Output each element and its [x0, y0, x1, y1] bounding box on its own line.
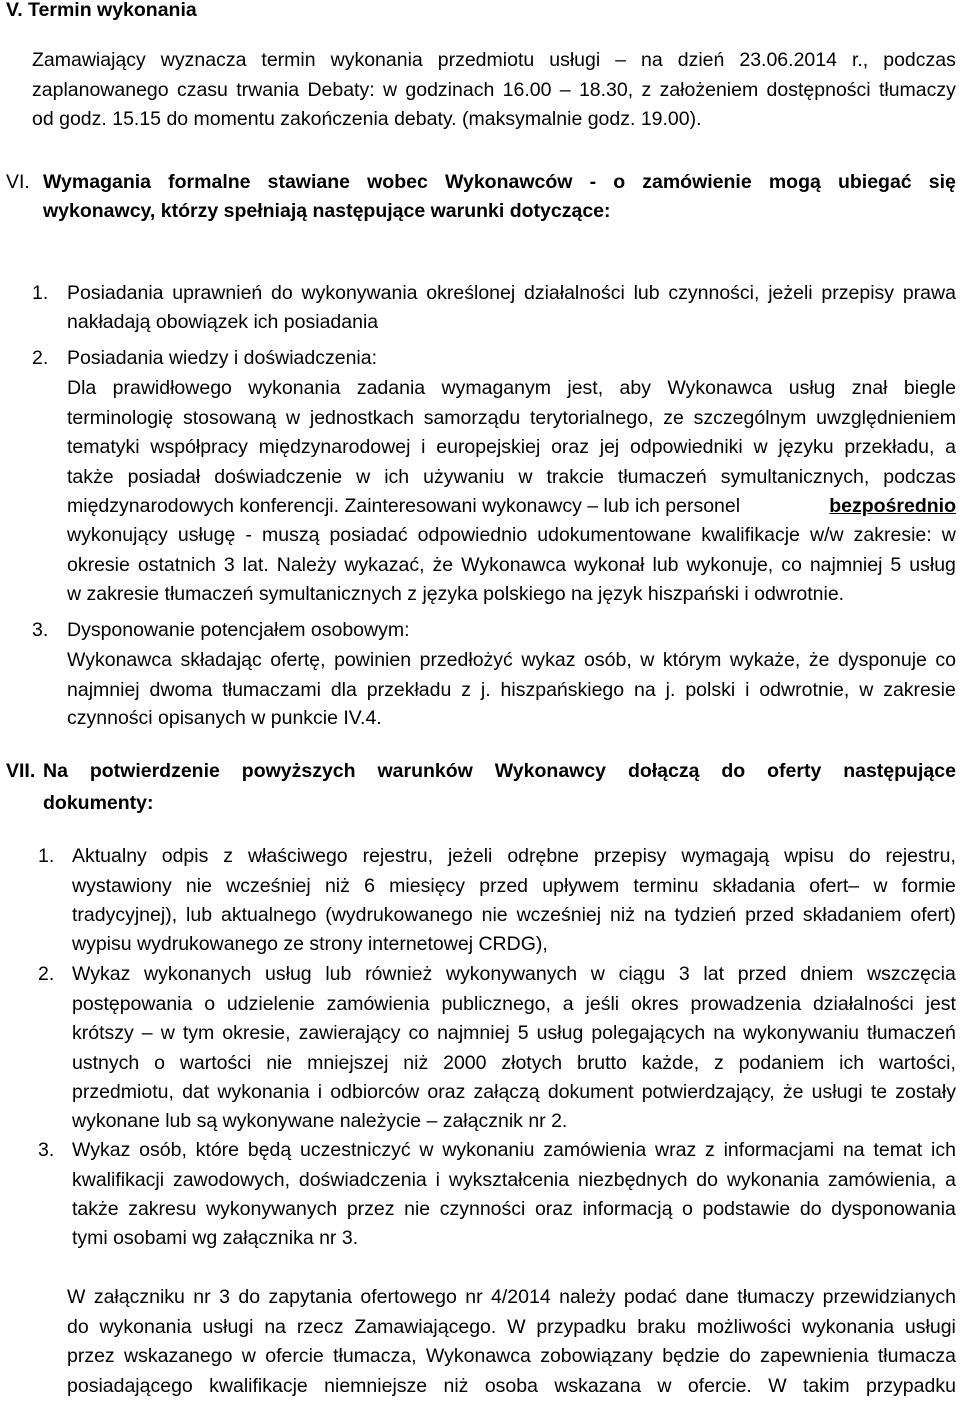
- closing-paragraph: [67, 1283, 956, 1401]
- section-vi-heading-line: Wymagania formalne stawiane wobec Wykonawców - o zamówienie mogą ubiegać się: [43, 168, 956, 198]
- closing-line: przez wskazanego w ofercie tłumacza, Wykonawca zobowiązany będzie do zapewnienia tłumacza: [67, 1342, 956, 1372]
- list-item-line: także posiadał doświadczenie w ich używaniu w trakcie tłumaczeń symultanicznych, podczas: [67, 463, 956, 493]
- list-item-line: wypisu wydrukowanego ze strony internetowej CRDG),: [72, 930, 548, 960]
- list-item-line: krótszy – w tym okresie, zawierający co najmniej 5 usług polegających na wykonywaniu tłumaczeń: [72, 1019, 956, 1049]
- list-item-line: ustnych o wartości nie mniejszej niż 2000 złotych brutto każde, z podaniem ich wartości,: [72, 1049, 956, 1079]
- list-item-line: wykonujący usługę - muszą posiadać odpowiednio udokumentowane kwalifikacje w/w zakresie: w: [67, 521, 956, 551]
- list-item-number: 3.: [32, 616, 48, 646]
- list-item-line: najmniej dwoma tłumaczami dla przekładu z j. hiszpańskiego na j. polski i odwrotnie, w zakresie: [67, 676, 956, 706]
- section-v-line: zaplanowanego czasu trwania Debaty: w godzinach 16.00 – 18.30, z założeniem dostępności tłumaczy: [32, 76, 956, 106]
- list-item-text: [67, 646, 956, 705]
- list-item-line: przedmiotu, dat wykonania i odbiorców oraz załączą dokument potwierdzający, że usługi te zostały: [72, 1078, 956, 1108]
- list-item-line: postępowania o udzielenie zamówienia publicznego, a jeśli okres prowadzenia działalności jest: [72, 990, 956, 1020]
- section-vii-heading-line: Na potwierdzenie powyższych warunków Wykonawcy dołączą do oferty następujące: [43, 757, 956, 787]
- section-v-heading: V. Termin wykonania: [6, 0, 197, 26]
- list-item-line: nakładają obowiązek ich posiadania: [67, 308, 378, 338]
- list-item-text: [67, 279, 956, 309]
- section-vi-heading: [43, 168, 956, 198]
- list-item-line: tematyki współpracy międzynarodowej i europejskiej oraz jej odpowiedniki w języku przekładu, a: [67, 433, 956, 463]
- list-item-line: Dla prawidłowego wykonania zadania wymaganym jest, aby Wykonawca usług znał biegle: [67, 374, 956, 404]
- list-item-line: czynności opisanych w punkcie IV.4.: [67, 704, 382, 734]
- section-vi-number: VI.: [6, 168, 30, 198]
- list-item-title: Dysponowanie potencjałem osobowym:: [67, 616, 410, 646]
- list-item-number: 3.: [38, 1136, 54, 1166]
- list-item-text: [67, 521, 956, 580]
- emphasis-text: bezpośrednio: [829, 492, 956, 522]
- list-item-line: międzynarodowych konferencji. Zainteresowani wykonawcy – lub ich personel: [67, 492, 740, 522]
- list-item-line: Wykonawca składając ofertę, powinien przedłożyć wykaz osób, w którym wykaże, że dysponuje co: [67, 646, 956, 676]
- list-item-number: 1.: [38, 842, 54, 872]
- list-item-number: 2.: [32, 344, 48, 374]
- section-vii-number: VII.: [6, 757, 35, 787]
- list-item-number: 1.: [32, 279, 48, 309]
- list-item-line: wystawiony nie wcześniej niż 6 miesięcy przed upływem terminu składania ofert– w formie: [72, 872, 956, 902]
- list-item-line: wykonane lub są wykonywane należycie – załącznik nr 2.: [72, 1107, 567, 1137]
- list-item-title: Posiadania wiedzy i doświadczenia:: [67, 344, 377, 374]
- list-item-line: kwalifikacji zawodowych, doświadczenia i wykształcenia niezbędnych do wykonania zamówienia, a: [72, 1166, 956, 1196]
- section-v-line: od godz. 15.15 do momentu zakończenia debaty. (maksymalnie godz. 19.00).: [32, 105, 702, 135]
- closing-line: posiadającego kwalifikacje niemniejsze niż osoba wskazana w ofercie. W takim przypadku: [67, 1372, 956, 1401]
- list-item-line: okresie ostatnich 3 lat. Należy wykazać, że Wykonawca wykonał lub wykonuje, co najmniej 5 usług: [67, 551, 956, 581]
- list-item-number: 2.: [38, 960, 54, 990]
- list-item-line: Wykaz wykonanych usług lub również wykonywanych w ciągu 3 lat przed dniem wszczęcia: [72, 960, 956, 990]
- list-item-text: [72, 1136, 956, 1225]
- closing-line: W załączniku nr 3 do zapytania ofertowego nr 4/2014 należy podać dane tłumaczy przewidzianych: [67, 1283, 956, 1313]
- section-vii-heading-line: dokumenty:: [43, 789, 154, 819]
- list-item-line: także zakresu wykonywanych przez nie czynności oraz informacją o podstawie do dysponowania: [72, 1195, 956, 1225]
- section-vii-heading: [43, 757, 956, 787]
- section-vi-heading-line: wykonawcy, którzy spełniają następujące warunki dotyczące:: [43, 197, 611, 227]
- section-v-body: [32, 46, 956, 105]
- list-item-line: Posiadania uprawnień do wykonywania określonej działalności lub czynności, jeżeli przepisy prawa: [67, 279, 956, 309]
- list-item-line-emph: [67, 492, 956, 522]
- closing-line: do wykonania usługi na rzecz Zamawiającego. W przypadku braku możliwości wykonania usługi: [67, 1313, 956, 1343]
- list-item-text: [72, 960, 956, 1108]
- section-v-line: Zamawiający wyznacza termin wykonania przedmiotu usługi – na dzień 23.06.2014 r., podczas: [32, 46, 956, 76]
- list-item-text: [72, 842, 956, 931]
- list-item-line: tradycyjnej), lub aktualnego (wydrukowanego nie wcześniej niż na tydzień przed składaniem ofert): [72, 901, 956, 931]
- list-item-line: terminologię stosowaną w jednostkach samorządu terytorialnego, ze szczególnym uwzględnieniem: [67, 404, 956, 434]
- list-item-line: Aktualny odpis z właściwego rejestru, jeżeli odrębne przepisy wymagają wpisu do rejestru,: [72, 842, 956, 872]
- list-item-line: Wykaz osób, które będą uczestniczyć w wykonaniu zamówienia wraz z informacjami na temat ich: [72, 1136, 956, 1166]
- list-item-line: w zakresie tłumaczeń symultanicznych z języka polskiego na język hiszpański i odwrotnie.: [67, 580, 844, 610]
- list-item-line: tymi osobami wg załącznika nr 3.: [72, 1224, 358, 1254]
- list-item-text: [67, 374, 956, 492]
